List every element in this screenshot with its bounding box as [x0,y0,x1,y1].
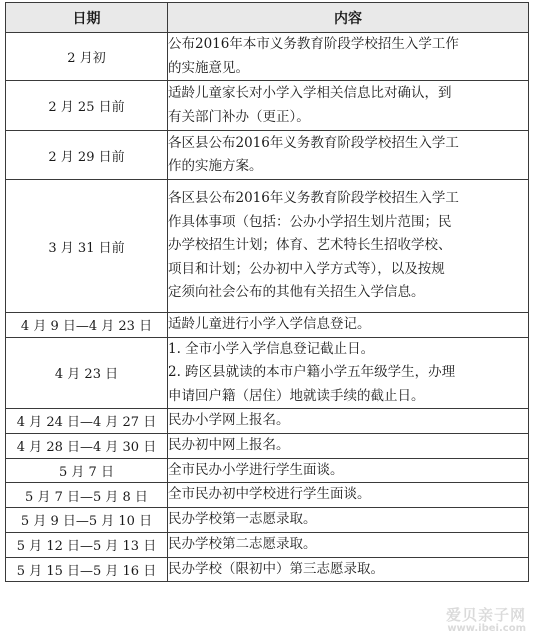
schedule-content-cell [168,433,529,458]
content-line: 作具体事项（包括：公办小学招生划片范围；民 [168,213,452,230]
table-row [6,483,529,508]
table-row [6,532,529,557]
content-column-header: 内容 [168,3,529,33]
table-row [6,131,529,180]
table-row [6,433,529,458]
schedule-content-cell [168,458,529,483]
schedule-date-cell: 4 月 9 日—4 月 23 日 [6,313,168,338]
table-row [6,458,529,483]
table-row [6,313,529,338]
schedule-content-cell [168,131,529,180]
content-line: 民办学校第一志愿录取。 [168,511,317,527]
schedule-date-cell: 4 月 24 日—4 月 27 日 [6,409,168,434]
schedule-date-cell: 5 月 9 日—5 月 10 日 [6,508,168,533]
content-line: 作的实施方案。 [168,158,263,174]
table-row [6,409,529,434]
schedule-content-cell [168,557,529,582]
watermark-site: www.ibei.com [447,623,526,634]
content-line: 民办学校（限初中）第三志愿录取。 [168,560,384,577]
table-row [6,180,529,313]
content-line: 适龄儿童进行小学入学信息登记。 [168,316,371,332]
enrollment-schedule-table [5,2,529,582]
schedule-date-cell: 2 月 29 日前 [6,131,168,180]
schedule-content-cell [168,180,529,313]
content-line: 民办小学网上报名。 [168,412,290,428]
site-watermark [446,604,526,634]
table-header-row [6,3,529,33]
content-line: 的实施意见。 [168,59,249,76]
content-line: 各区县公布2016年义务教育阶段学校招生入学工 [168,134,459,151]
schedule-content-cell [168,409,529,434]
table-row [6,81,529,131]
schedule-date-cell: 3 月 31 日前 [6,180,168,313]
content-line: 公布2016年本市义务教育阶段学校招生入学工作 [168,36,459,52]
schedule-content-cell [168,483,529,508]
content-line: 定须向社会公布的其他有关招生入学信息。 [168,284,425,301]
content-line: 申请回户籍（居住）地就读手续的截止日。 [168,387,425,404]
watermark-text: 爱贝亲子网 [445,606,526,624]
table-row [6,33,529,81]
table-row [6,337,529,409]
table-body [6,33,529,582]
schedule-date-cell: 5 月 7 日 [6,458,168,483]
content-line: 有关部门补办（更正）。 [168,108,310,125]
schedule-content-cell [168,532,529,557]
schedule-date-cell: 5 月 12 日—5 月 13 日 [6,532,168,557]
content-line: 民办学校第二志愿录取。 [168,535,317,552]
content-line: 全市民办小学进行学生面谈。 [168,461,344,478]
schedule-content-cell [168,81,529,131]
content-line: 2. 跨区县就读的本市户籍小学五年级学生，办理 [168,364,456,380]
content-line: 项目和计划；公办初中入学方式等），以及按规 [168,260,445,277]
schedule-content-cell [168,33,529,81]
table-row [6,508,529,533]
schedule-date-cell: 5 月 15 日—5 月 16 日 [6,557,168,582]
schedule-date-cell: 2 月初 [6,33,168,81]
schedule-content-cell [168,313,529,338]
content-line: 各区县公布2016年义务教育阶段学校招生入学工 [168,190,459,207]
content-line: 办学校招生计划；体育、艺术特长生招收学校、 [168,237,452,254]
schedule-content-cell [168,508,529,533]
content-line: 民办初中网上报名。 [168,436,290,453]
content-line: 1. 全市小学入学信息登记截止日。 [168,340,375,357]
date-column-header: 日期 [6,3,168,33]
content-line: 全市民办初中学校进行学生面谈。 [168,486,371,503]
content-line: 适龄儿童家长对小学入学相关信息比对确认，到 [168,85,452,101]
schedule-content-cell [168,337,529,409]
table-row [6,557,529,582]
schedule-date-cell: 2 月 25 日前 [6,81,168,131]
schedule-date-cell: 4 月 28 日—4 月 30 日 [6,433,168,458]
schedule-date-cell: 5 月 7 日—5 月 8 日 [6,483,168,508]
schedule-date-cell: 4 月 23 日 [6,337,168,409]
